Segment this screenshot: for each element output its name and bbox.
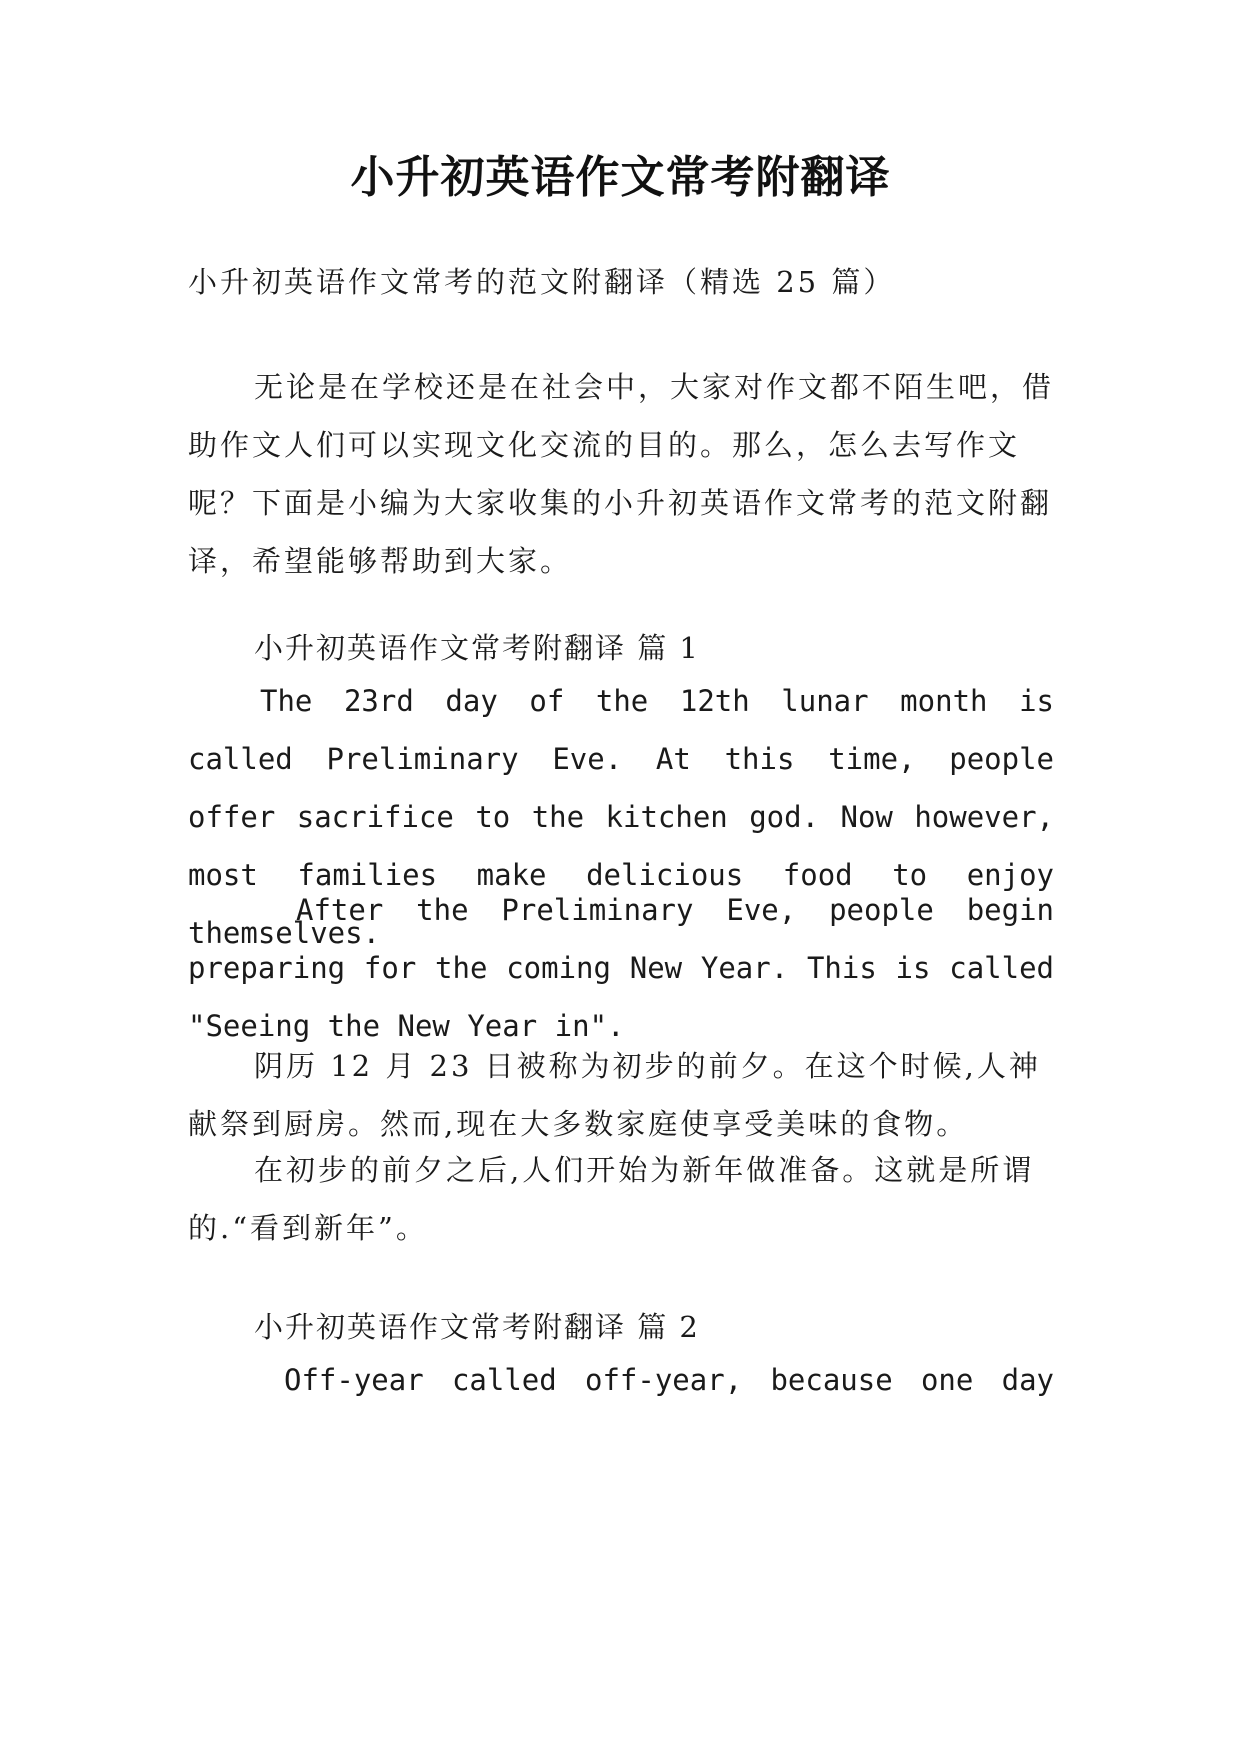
intro-paragraph: 无论是在学校还是在社会中，大家对作文都不陌生吧，借助作文人们可以实现文化交流的目的。那么，怎么去写作文呢？下面是小编为大家收集的小升初英语作文常考的范文附翻译，希望能够帮助到大家。 <box>188 370 1055 578</box>
section-1-english-paragraph-2: After the Preliminary Eve, people begin preparing for the coming New Year. This is called "Seeing the New Year in". <box>188 893 1054 1043</box>
section-1-chinese-paragraph-2: 在初步的前夕之后,人们开始为新年做准备。这就是所谓的.“看到新年”。 <box>188 1153 1035 1245</box>
section-1-english-paragraph-1: The 23rd day of the 12th lunar month is called Preliminary Eve. At this time, people offer sacrifice to the kitchen god. Now however, most families make delicious food to enjoy themselves. <box>188 684 1054 950</box>
section-2-heading: 小升初英语作文常考附翻译 篇 2 <box>254 1310 700 1344</box>
document-title: 小升初英语作文常考附翻译 <box>350 152 891 203</box>
section-1-chinese-paragraph-1: 阴历 12 月 23 日被称为初步的前夕。在这个时候,人神献祭到厨房。然而,现在大多数家庭使享受美味的食物。 <box>188 1049 1041 1141</box>
section-1-heading: 小升初英语作文常考附翻译 篇 1 <box>254 631 700 665</box>
section-2-english-paragraph-1: Off-year called off-year, because one day <box>284 1363 1054 1397</box>
document-subtitle: 小升初英语作文常考的范文附翻译（精选 25 篇） <box>188 265 896 299</box>
